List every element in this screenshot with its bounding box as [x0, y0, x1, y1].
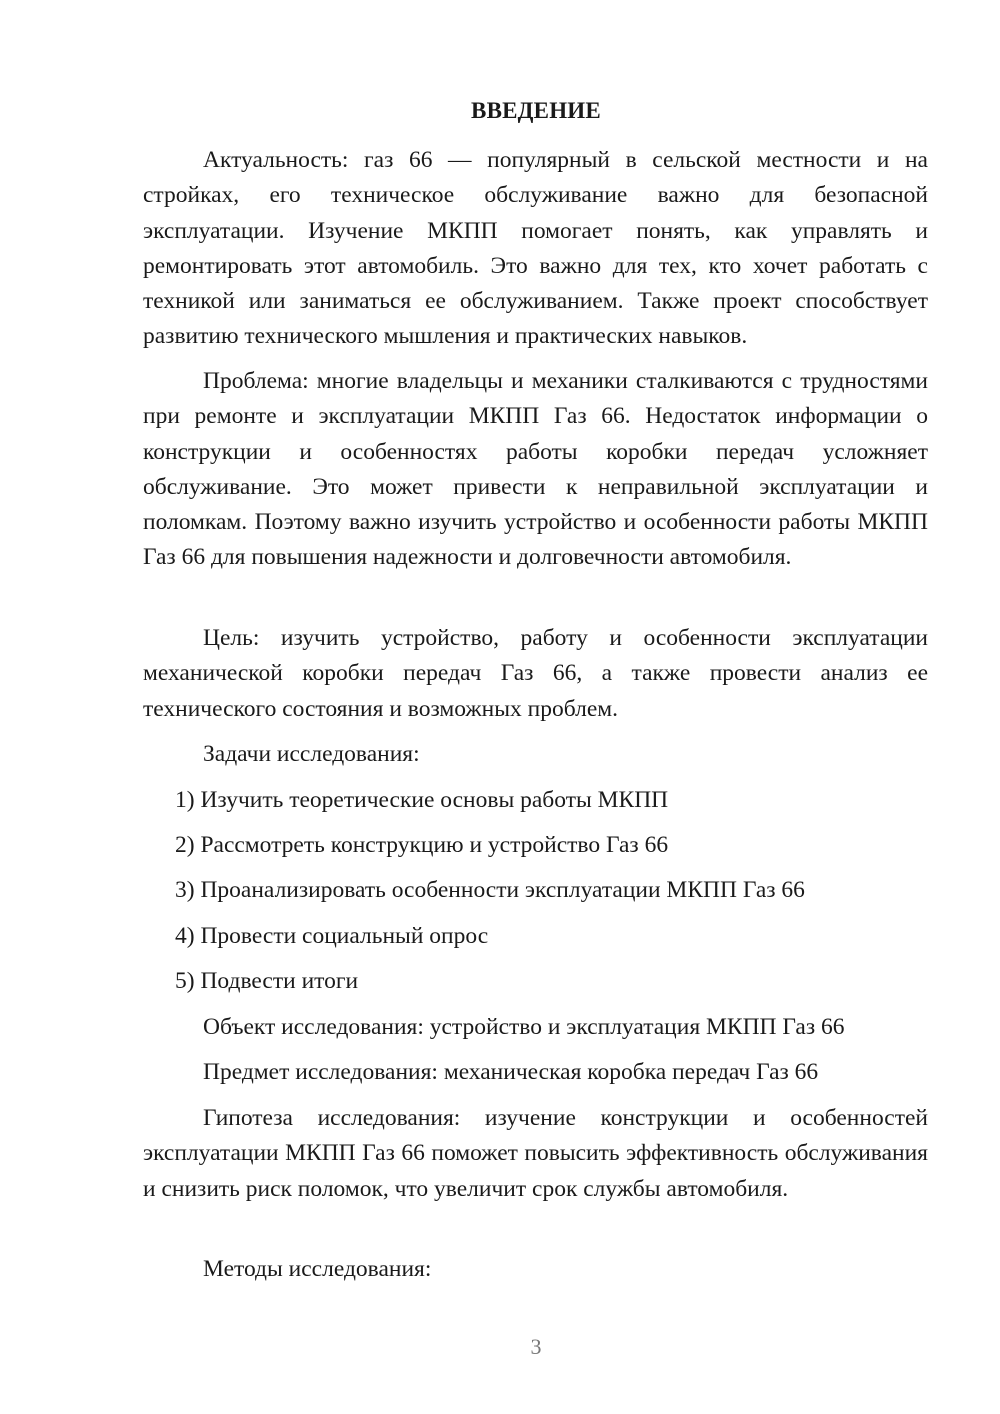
- goal-paragraph: Цель: изучить устройство, работу и особенности эксплуатации механической коробки передач Газ 66, а также провести анализ ее технического состояния и возможных проблем.: [143, 625, 928, 722]
- problem-paragraph: Проблема: многие владельцы и механики сталкиваются с трудностями при ремонте и эксплуатации МКПП Газ 66. Недостаток информации о конструкции и особенностях работы коробки передач усложняет обслуживание. Это может привести к неправильной эксплуатации и поломкам. Поэтому важно изучить устройство и особенности работы МКПП Газ 66 для повышения надежности и долговечности автомобиля.: [143, 368, 928, 571]
- hypothesis-paragraph: Гипотеза исследования: изучение конструкции и особенностей эксплуатации МКПП Газ 66 поможет повысить эффективность обслуживания и снизить риск поломок, что увеличит срок службы автомобиля.: [143, 1105, 928, 1202]
- tasks-heading: Задачи исследования:: [203, 741, 420, 767]
- research-subject: Предмет исследования: механическая коробка передач Газ 66: [203, 1059, 819, 1085]
- methods-heading: Методы исследования:: [203, 1256, 432, 1282]
- research-object: Объект исследования: устройство и эксплуатация МКПП Газ 66: [203, 1014, 845, 1040]
- task-item-1: 1) Изучить теоретические основы работы МКПП: [175, 787, 669, 813]
- page-title: ВВЕДЕНИЕ: [471, 98, 601, 123]
- task-item-2: 2) Рассмотреть конструкцию и устройство Газ 66: [175, 832, 669, 858]
- task-item-4: 4) Провести социальный опрос: [175, 923, 489, 949]
- task-item-3: 3) Проанализировать особенности эксплуатации МКПП Газ 66: [175, 877, 805, 903]
- relevance-paragraph: Актуальность: газ 66 — популярный в сельской местности и на стройках, его техническое обслуживание важно для безопасной эксплуатации. Изучение МКПП помогает понять, как управлять и ремонтировать этот автомобиль. Это важно для тех, кто хочет работать с техникой или заниматься ее обслуживанием. Также проект способствует развитию технического мышления и практических навыков.: [143, 147, 928, 350]
- task-item-5: 5) Подвести итоги: [175, 968, 359, 994]
- page-number: 3: [530, 1334, 542, 1359]
